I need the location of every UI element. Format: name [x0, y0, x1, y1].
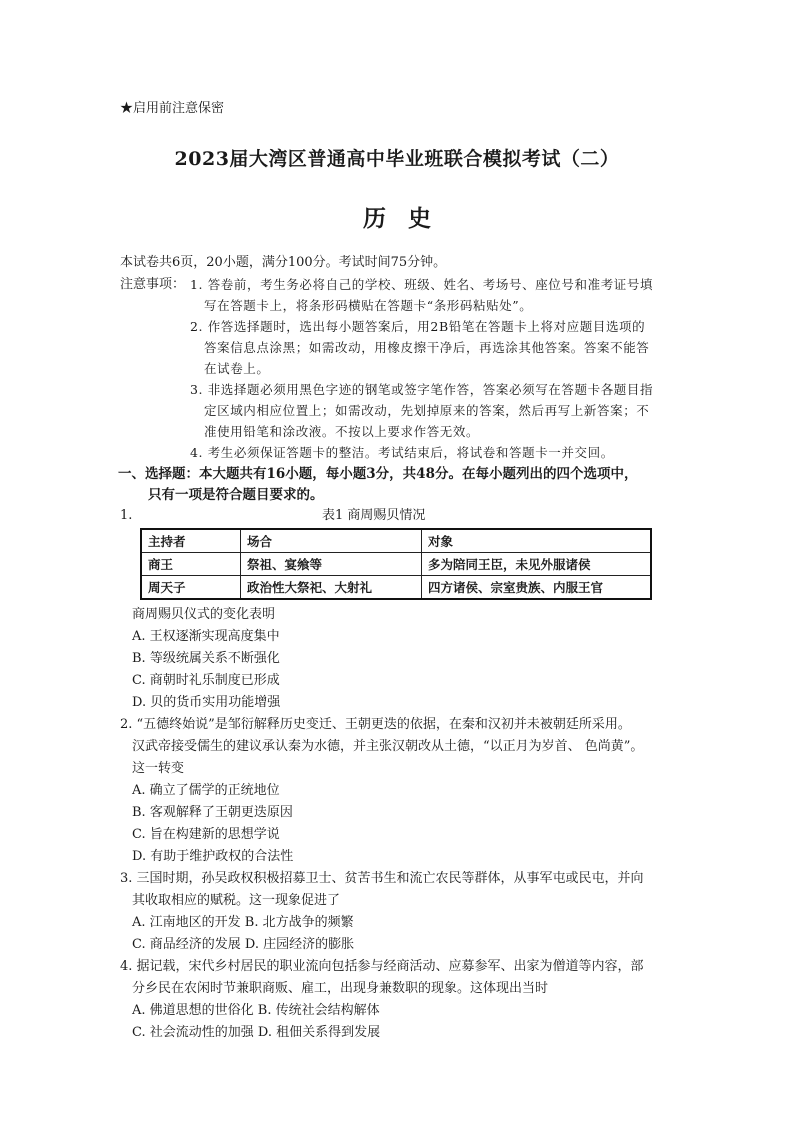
confidential-notice: ★启用前注意保密 — [120, 101, 225, 116]
option: C. 社会流动性的加强 D. 租佃关系得到发展 — [132, 1025, 381, 1040]
notice-line: 3. 非选择题必须用黑色字迹的钢笔或签字笔作答，答案必须写在答题卡各题目指 — [190, 382, 654, 397]
notice-line: 写在答题卡上，将条形码横贴在答题卡“条形码粘贴处”。 — [204, 298, 533, 313]
table-header-cell: 场合 — [241, 529, 422, 553]
table-header-cell: 对象 — [422, 529, 652, 553]
option: A. 王权逐渐实现高度集中 — [132, 629, 280, 644]
notice-line: 在试卷上。 — [204, 361, 270, 376]
section-heading: 只有一项是符合题目要求的。 — [148, 487, 324, 503]
option: B. 客观解释了王朝更迭原因 — [132, 805, 293, 820]
notice-line: 定区域内相应位置上；如需改动，先划掉原来的答案，然后再写上新答案；不 — [204, 403, 650, 418]
option: A. 确立了儒学的正统地位 — [132, 783, 280, 798]
question-stem: 3. 三国时期，孙吴政权积极招募卫士、贫苦书生和流亡农民等群体，从事军屯或民屯，并向 — [120, 871, 644, 886]
table-row — [141, 576, 651, 600]
question-stem: 汉武帝接受儒生的建议承认秦为水德，并主张汉朝改从土德，“以正月为岁首、 色尚黄”。 — [132, 739, 644, 754]
section-heading: 一、选择题：本大题共有16小题，每小题3分，共48分。在每小题列出的四个选项中， — [118, 466, 638, 482]
question-stem: 这一转变 — [132, 761, 185, 776]
table-cell: 四方诸侯、宗室贵族、内服王官 — [422, 576, 652, 600]
option: C. 旨在构建新的思想学说 — [132, 827, 280, 842]
option: D. 有助于维护政权的合法性 — [132, 849, 294, 864]
notices-label: 注意事项： — [120, 277, 186, 292]
notice-line: 2. 作答选择题时，选出每小题答案后，用2B铅笔在答题卡上将对应题目选项的 — [190, 319, 646, 334]
table-cell: 政治性大祭祀、大射礼 — [241, 576, 422, 600]
table-cell: 祭祖、宴飨等 — [241, 553, 422, 576]
question-stem: 4. 据记载，宋代乡村居民的职业流向包括参与经商活动、应募参军、出家为僧道等内容，部 — [120, 959, 644, 974]
option: C. 商朝时礼乐制度已形成 — [132, 673, 280, 688]
gift-table — [140, 528, 652, 600]
table-caption: 表1 商周赐贝情况 — [322, 508, 426, 523]
table-cell: 周天子 — [141, 576, 241, 600]
table-row — [141, 553, 651, 576]
table-header-cell: 主持者 — [141, 529, 241, 553]
notice-line: 1. 答卷前，考生务必将自己的学校、班级、姓名、考场号、座位号和准考证号填 — [190, 277, 654, 292]
option: A. 佛道思想的世俗化 B. 传统社会结构解体 — [132, 1003, 380, 1018]
notice-line: 答案信息点涂黑；如需改动，用橡皮擦干净后，再选涂其他答案。答案不能答 — [204, 340, 650, 355]
option: B. 等级统属关系不断强化 — [132, 651, 280, 666]
question-number: 1. — [120, 508, 133, 523]
option: D. 贝的货币实用功能增强 — [132, 695, 281, 710]
question-stem: 2. “五德终始说”是邹衍解释历史变迁、王朝更迭的依据，在秦和汉初并未被朝廷所采用。 — [120, 717, 631, 732]
question-stem: 商周赐贝仪式的变化表明 — [132, 607, 276, 622]
subject-title: 历史 — [363, 205, 453, 232]
table-header-row — [141, 529, 651, 553]
notice-line: 准使用铅笔和涂改液。不按以上要求作答无效。 — [204, 424, 480, 439]
option: A. 江南地区的开发 B. 北方战争的频繁 — [132, 915, 354, 930]
notice-line: 4. 考生必须保证答题卡的整洁。考试结束后，将试卷和答题卡一并交回。 — [190, 445, 614, 460]
table-cell: 商王 — [141, 553, 241, 576]
table-cell: 多为陪同王臣，未见外服诸侯 — [422, 553, 652, 576]
exam-title: 2023届大湾区普通高中毕业班联合模拟考试（二） — [174, 148, 620, 170]
question-stem: 其收取相应的赋税。这一现象促进了 — [132, 893, 341, 908]
exam-intro: 本试卷共6页，20小题，满分100分。考试时间75分钟。 — [120, 255, 447, 270]
option: C. 商品经济的发展 D. 庄园经济的膨胀 — [132, 937, 355, 952]
question-stem: 分乡民在农闲时节兼职商贩、雇工，出现身兼数职的现象。这体现出当时 — [132, 981, 549, 996]
